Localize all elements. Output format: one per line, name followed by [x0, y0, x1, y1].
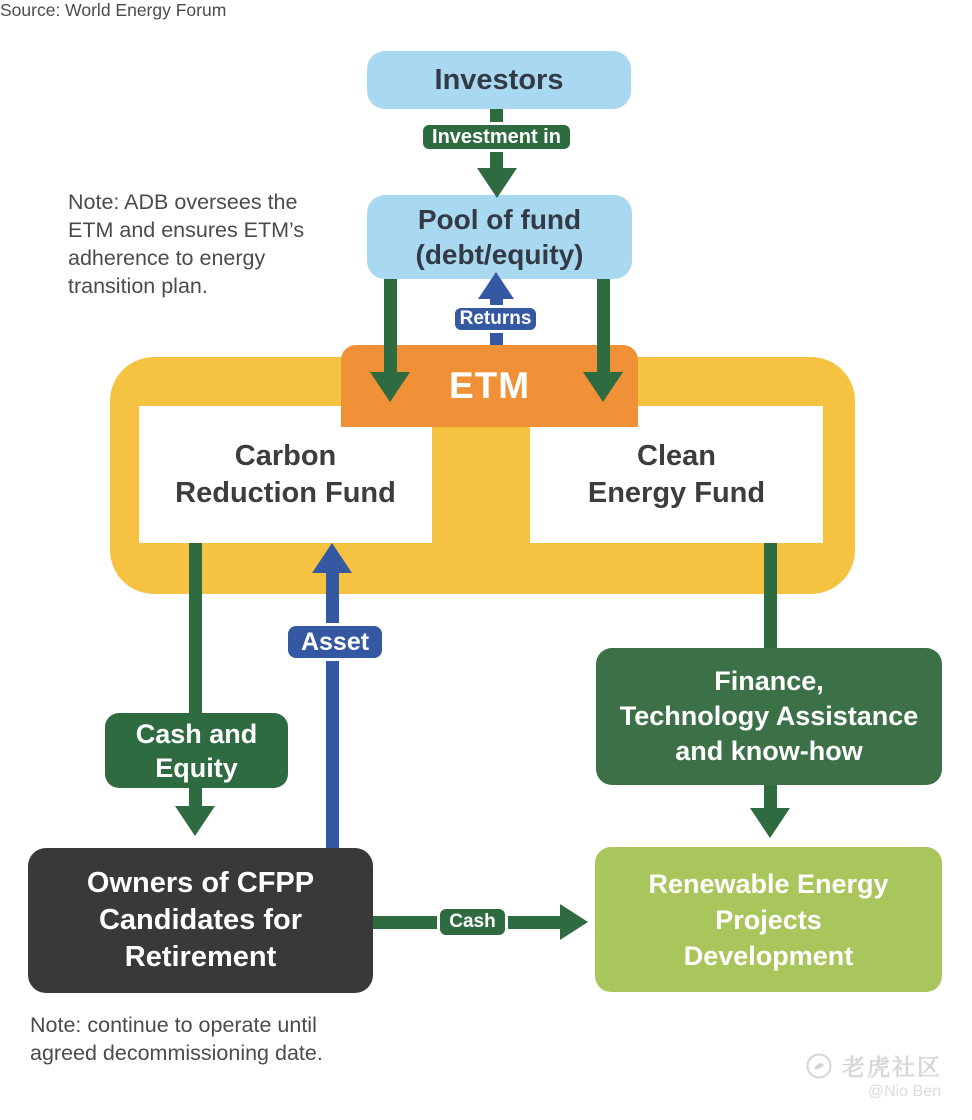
pool-label-line: Pool of fund: [417, 204, 582, 235]
arrow-carbon-to-owners-head: [175, 806, 215, 836]
note-line: transition plan.: [68, 274, 208, 298]
renewable-projects-node: [595, 847, 942, 992]
cash-label: [437, 906, 508, 938]
clean-label-line: Energy Fund: [587, 476, 766, 509]
cash-and-equity-label: [105, 713, 288, 788]
returns-text: Returns: [459, 308, 532, 329]
arrow-finance-to-renewable-head: [750, 808, 790, 838]
arrow-pool-to-etm-left-line: [384, 279, 397, 374]
note-line: Note: ADB oversees the: [68, 190, 298, 214]
carbon-label-line: Carbon: [234, 439, 337, 472]
investors-node: [367, 51, 631, 109]
note-line: Note: continue to operate until: [30, 1013, 317, 1037]
carbon-label-line: Reduction Fund: [175, 476, 396, 509]
etm-label: ETM: [448, 365, 531, 406]
arrow-returns-head: [478, 272, 514, 299]
arrow-pool-to-etm-right-head: [583, 372, 623, 402]
arrow-asset-head: [312, 543, 352, 573]
returns-label: [452, 305, 539, 333]
note-continue-operate: [30, 1011, 323, 1067]
finance-assistance-node: [596, 648, 942, 785]
owners-label-line: Retirement: [124, 941, 277, 973]
asset-label: [285, 623, 385, 661]
cash-equity-line: Cash and: [135, 718, 258, 749]
owners-label-line: Owners of CFPP: [86, 867, 315, 899]
renewable-label-line: Renewable Energy: [648, 868, 889, 899]
arrow-asset-line: [326, 573, 339, 848]
note-line: ETM and ensures ETM’s: [68, 218, 305, 242]
owners-cfpp-node: [28, 848, 373, 993]
note-line: agreed decommissioning date.: [30, 1041, 323, 1065]
renewable-label-line: Projects: [715, 904, 822, 935]
pool-of-fund-node: [367, 195, 632, 279]
investment-in-text: Investment in: [432, 125, 561, 148]
finance-label-line: Finance,: [714, 666, 824, 696]
pool-label-line: (debt/equity): [415, 239, 584, 270]
arrow-pool-to-etm-left-head: [370, 372, 410, 402]
asset-text: Asset: [300, 627, 370, 656]
owners-label-line: Candidates for: [98, 904, 303, 936]
arrow-investors-to-pool-head: [477, 168, 517, 198]
tiger-logo-icon: [806, 1053, 832, 1079]
arrow-cash-head: [560, 904, 588, 940]
arrow-finance-to-renewable-line: [764, 785, 777, 810]
investors-label: Investors: [434, 63, 564, 96]
source-attribution: Source: World Energy Forum: [0, 0, 227, 20]
clean-label-line: Clean: [637, 439, 716, 472]
note-adb-oversight: [68, 188, 304, 300]
arrow-pool-to-etm-right-line: [597, 279, 610, 374]
investment-in-label: [420, 122, 573, 152]
watermark-handle: @Nio Ben: [867, 1083, 941, 1100]
cash-text: Cash: [449, 911, 496, 932]
finance-label-line: Technology Assistance: [619, 701, 919, 731]
line-clean-to-finance: [764, 543, 777, 648]
renewable-label-line: Development: [683, 940, 854, 971]
cash-equity-line: Equity: [155, 752, 238, 783]
watermark-brand: 老虎社区: [842, 1054, 942, 1080]
finance-label-line: and know-how: [675, 736, 863, 766]
watermark: [806, 1049, 942, 1082]
note-line: adherence to energy: [68, 246, 266, 270]
